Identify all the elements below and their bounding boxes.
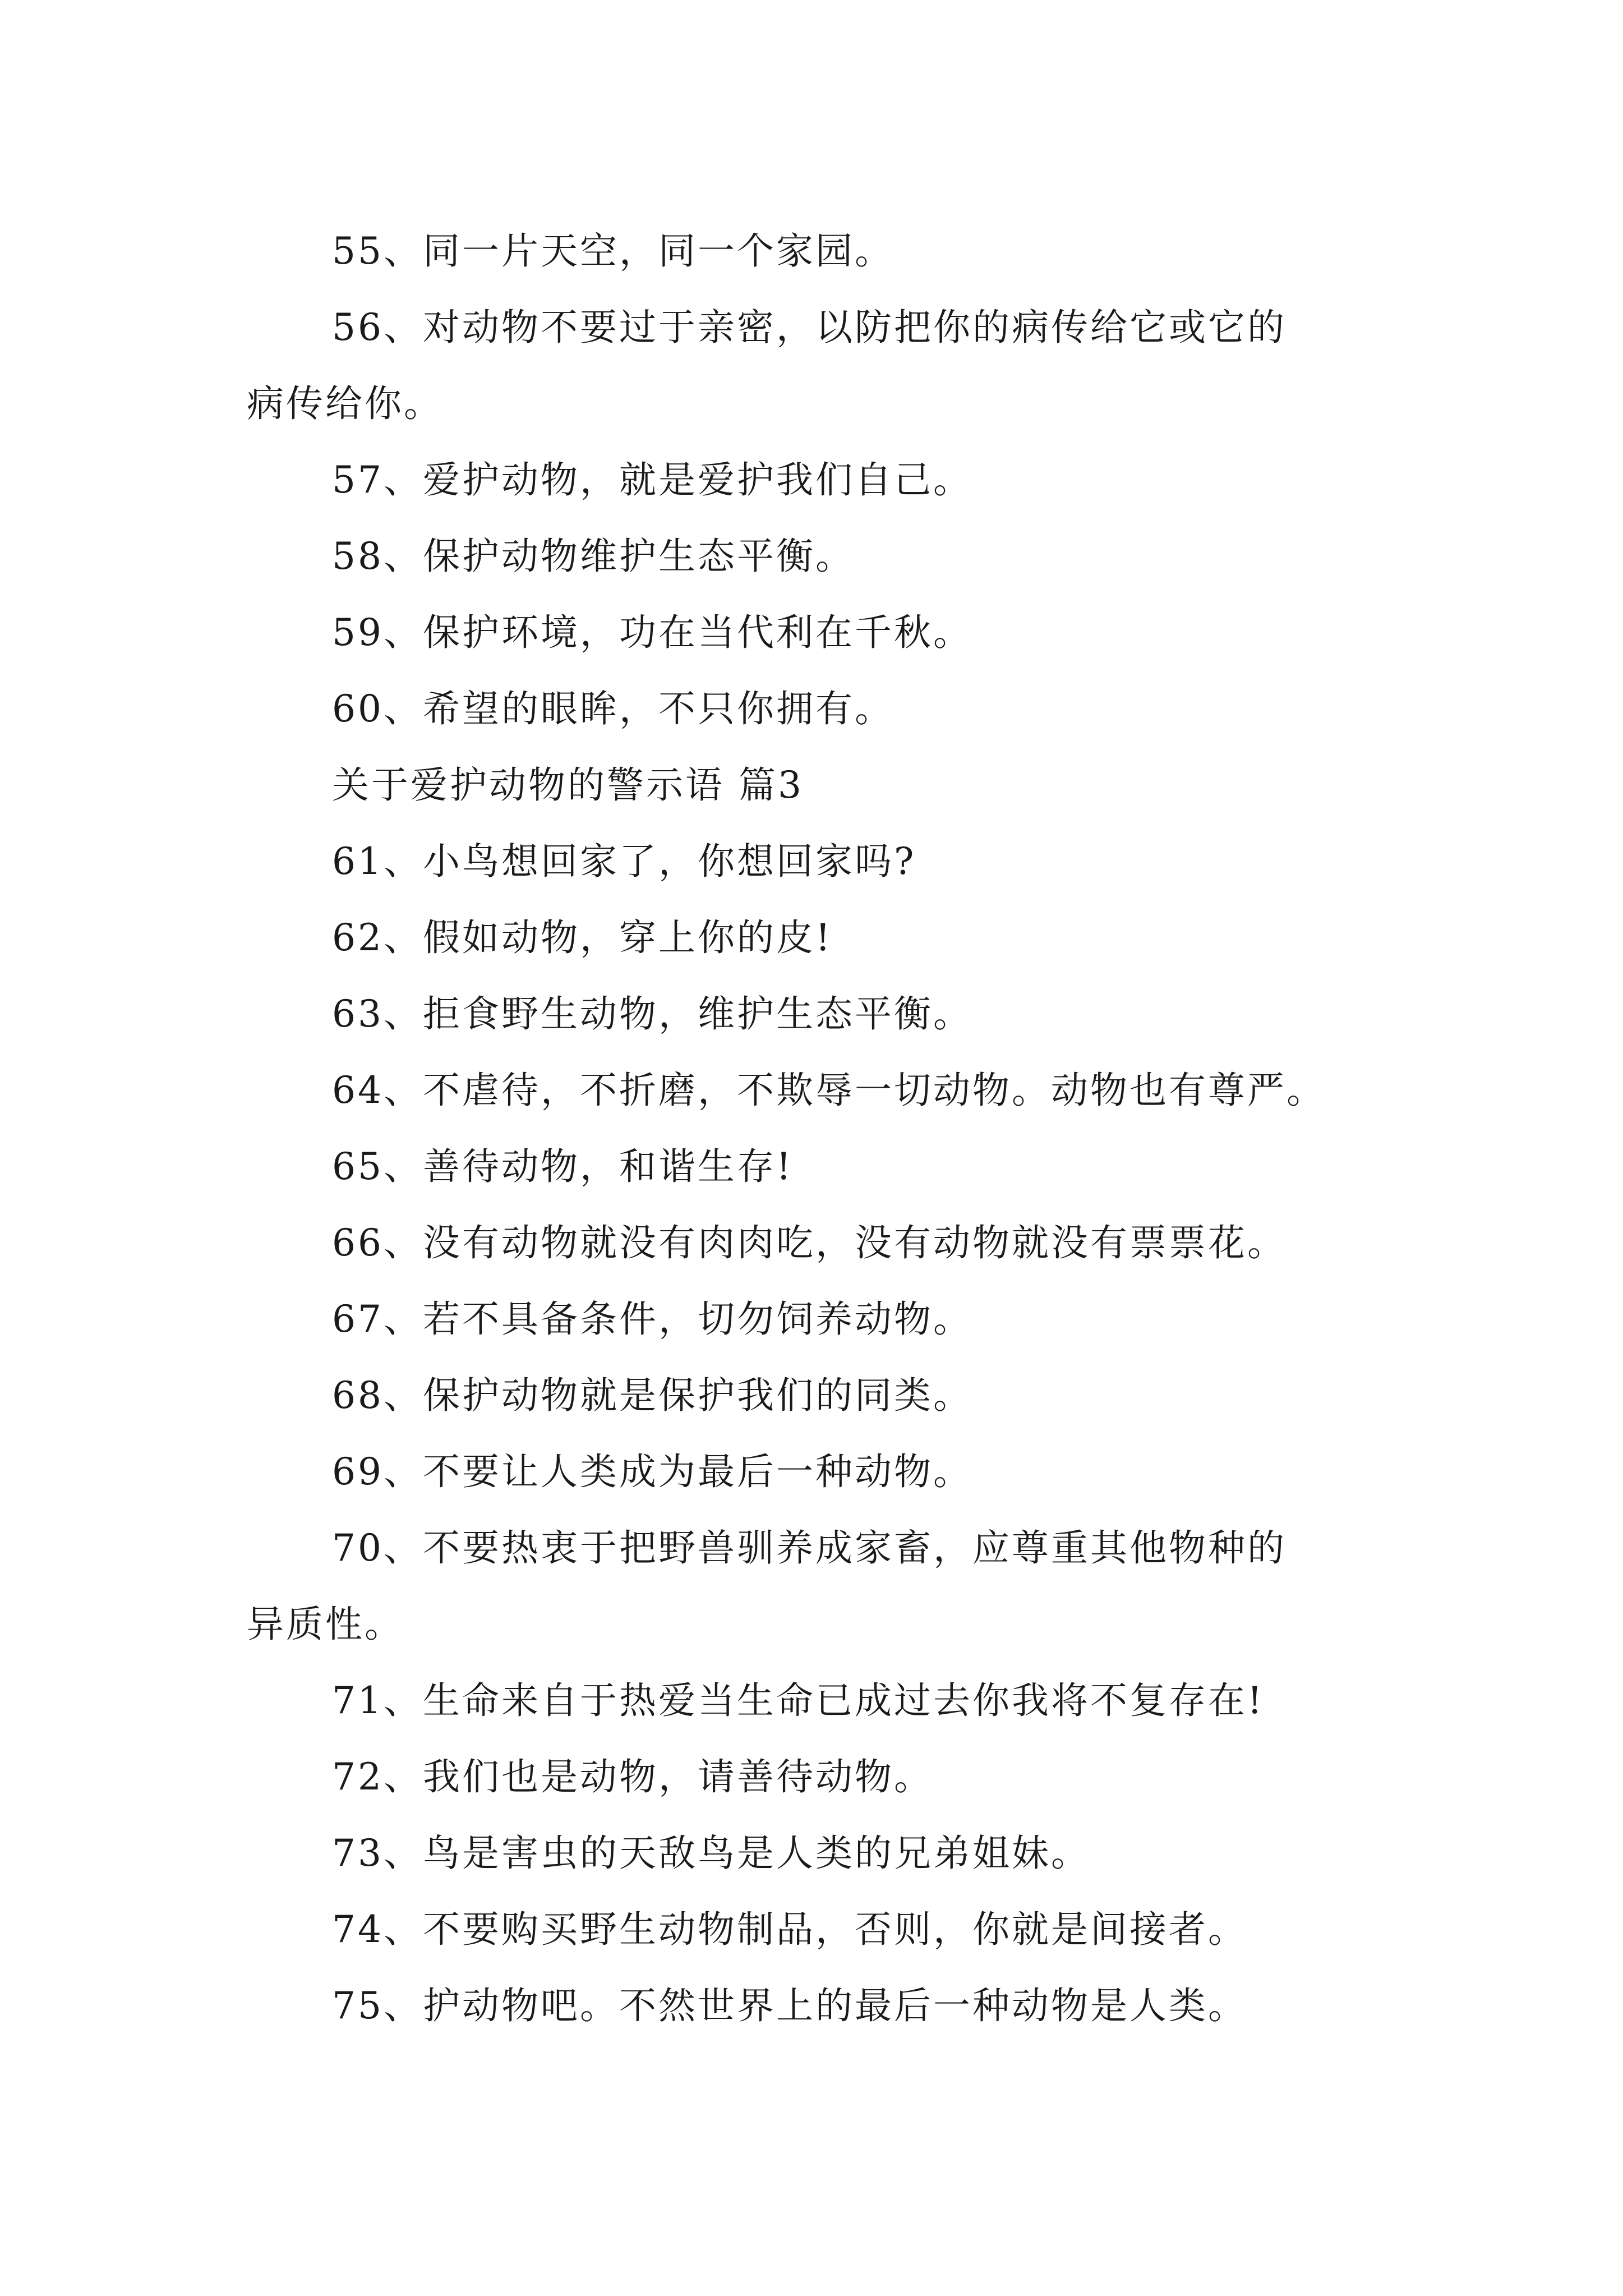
slogan-line: 62、假如动物，穿上你的皮! xyxy=(332,916,833,959)
document-body xyxy=(247,213,1391,2044)
slogan-line: 60、希望的眼眸，不只你拥有。 xyxy=(332,687,894,730)
slogan-line: 69、不要让人类成为最后一种动物。 xyxy=(332,1450,972,1493)
slogan-line: 57、爱护动物，就是爱护我们自己。 xyxy=(332,458,972,501)
slogan-line: 65、善待动物，和谐生存! xyxy=(332,1145,794,1188)
slogan-line: 71、生命来自于热爱当生命已成过去你我将不复存在! xyxy=(332,1679,1265,1722)
slogan-line: 56、对动物不要过于亲密，以防把你的病传给它或它的 xyxy=(332,306,1287,349)
slogan-line: 55、同一片天空，同一个家园。 xyxy=(332,229,894,273)
slogan-line: 72、我们也是动物，请善待动物。 xyxy=(332,1755,933,1798)
slogan-line: 59、保护环境，功在当代利在千秋。 xyxy=(332,611,972,654)
slogan-line: 75、护动物吧。不然世界上的最后一种动物是人类。 xyxy=(332,1984,1247,2027)
slogan-line: 68、保护动物就是保护我们的同类。 xyxy=(332,1374,972,1417)
slogan-line: 58、保护动物维护生态平衡。 xyxy=(332,535,855,578)
slogan-line: 61、小鸟想回家了，你想回家吗? xyxy=(332,840,916,883)
slogan-line: 66、没有动物就没有肉肉吃，没有动物就没有票票花。 xyxy=(332,1221,1287,1264)
slogan-line: 70、不要热衷于把野兽驯养成家畜，应尊重其他物种的 xyxy=(332,1526,1287,1570)
section-heading: 关于爱护动物的警示语 篇3 xyxy=(332,763,804,807)
slogan-line: 67、若不具备条件，切勿饲养动物。 xyxy=(332,1297,972,1341)
slogan-line-continued: 病传给你。 xyxy=(247,382,443,425)
slogan-line: 63、拒食野生动物，维护生态平衡。 xyxy=(332,992,972,1036)
slogan-line: 73、鸟是害虫的天敌鸟是人类的兄弟姐妹。 xyxy=(332,1832,1090,1875)
slogan-line: 74、不要购买野生动物制品，否则，你就是间接者。 xyxy=(332,1908,1247,1951)
slogan-line-continued: 异质性。 xyxy=(247,1603,404,1646)
slogan-line: 64、不虐待，不折磨，不欺辱一切动物。动物也有尊严。 xyxy=(332,1069,1326,1112)
